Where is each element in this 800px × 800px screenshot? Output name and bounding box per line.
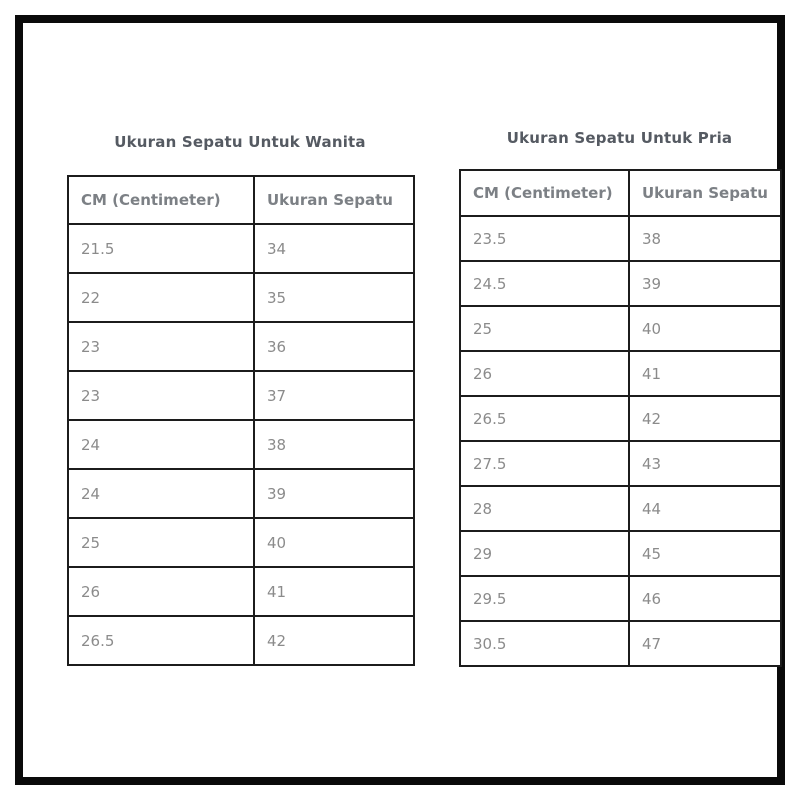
table-cell: 41 bbox=[629, 351, 781, 396]
table-cell: 39 bbox=[629, 261, 781, 306]
table-cell: 24 bbox=[68, 420, 254, 469]
table-cell: 26 bbox=[68, 567, 254, 616]
table-cell: 38 bbox=[254, 420, 414, 469]
table-cell: 29.5 bbox=[460, 576, 629, 621]
table-cell: 42 bbox=[254, 616, 414, 665]
column-header: CM (Centimeter) bbox=[68, 176, 254, 224]
column-header: CM (Centimeter) bbox=[460, 170, 629, 216]
table-cell: 45 bbox=[629, 531, 781, 576]
table-cell: 43 bbox=[629, 441, 781, 486]
image-border-frame bbox=[15, 15, 785, 785]
table-cell: 44 bbox=[629, 486, 781, 531]
men-header-row bbox=[460, 170, 781, 216]
table-cell: 36 bbox=[254, 322, 414, 371]
men-size-table bbox=[459, 169, 782, 667]
table-cell: 24.5 bbox=[460, 261, 629, 306]
table-row bbox=[68, 273, 414, 322]
table-cell: 26.5 bbox=[68, 616, 254, 665]
men-table-title: Ukuran Sepatu Untuk Pria bbox=[506, 129, 733, 147]
table-row bbox=[68, 518, 414, 567]
table-row bbox=[68, 469, 414, 518]
table-cell: 30.5 bbox=[460, 621, 629, 666]
table-cell: 41 bbox=[254, 567, 414, 616]
table-cell: 39 bbox=[254, 469, 414, 518]
table-cell: 23 bbox=[68, 322, 254, 371]
table-row bbox=[68, 371, 414, 420]
table-cell: 23.5 bbox=[460, 216, 629, 261]
table-row bbox=[68, 322, 414, 371]
table-cell: 26 bbox=[460, 351, 629, 396]
table-row bbox=[460, 621, 781, 666]
table-cell: 27.5 bbox=[460, 441, 629, 486]
table-cell: 23 bbox=[68, 371, 254, 420]
table-row bbox=[68, 616, 414, 665]
table-cell: 29 bbox=[460, 531, 629, 576]
table-row bbox=[68, 224, 414, 273]
table-cell: 28 bbox=[460, 486, 629, 531]
column-header: Ukuran Sepatu bbox=[629, 170, 781, 216]
table-cell: 40 bbox=[254, 518, 414, 567]
table-row bbox=[68, 567, 414, 616]
table-cell: 26.5 bbox=[460, 396, 629, 441]
table-cell: 38 bbox=[629, 216, 781, 261]
table-row bbox=[460, 396, 781, 441]
table-row bbox=[460, 576, 781, 621]
table-cell: 25 bbox=[460, 306, 629, 351]
table-row bbox=[460, 486, 781, 531]
table-cell: 24 bbox=[68, 469, 254, 518]
table-cell: 25 bbox=[68, 518, 254, 567]
table-cell: 42 bbox=[629, 396, 781, 441]
table-row bbox=[460, 216, 781, 261]
table-cell: 22 bbox=[68, 273, 254, 322]
table-row bbox=[460, 261, 781, 306]
table-cell: 47 bbox=[629, 621, 781, 666]
table-cell: 35 bbox=[254, 273, 414, 322]
women-size-table bbox=[67, 175, 415, 666]
table-cell: 40 bbox=[629, 306, 781, 351]
table-row bbox=[460, 306, 781, 351]
table-cell: 21.5 bbox=[68, 224, 254, 273]
table-row bbox=[460, 531, 781, 576]
women-header-row bbox=[68, 176, 414, 224]
table-row bbox=[460, 441, 781, 486]
table-cell: 46 bbox=[629, 576, 781, 621]
column-header: Ukuran Sepatu bbox=[254, 176, 414, 224]
table-row bbox=[68, 420, 414, 469]
table-cell: 37 bbox=[254, 371, 414, 420]
table-cell: 34 bbox=[254, 224, 414, 273]
table-row bbox=[460, 351, 781, 396]
women-table-title: Ukuran Sepatu Untuk Wanita bbox=[114, 133, 366, 151]
